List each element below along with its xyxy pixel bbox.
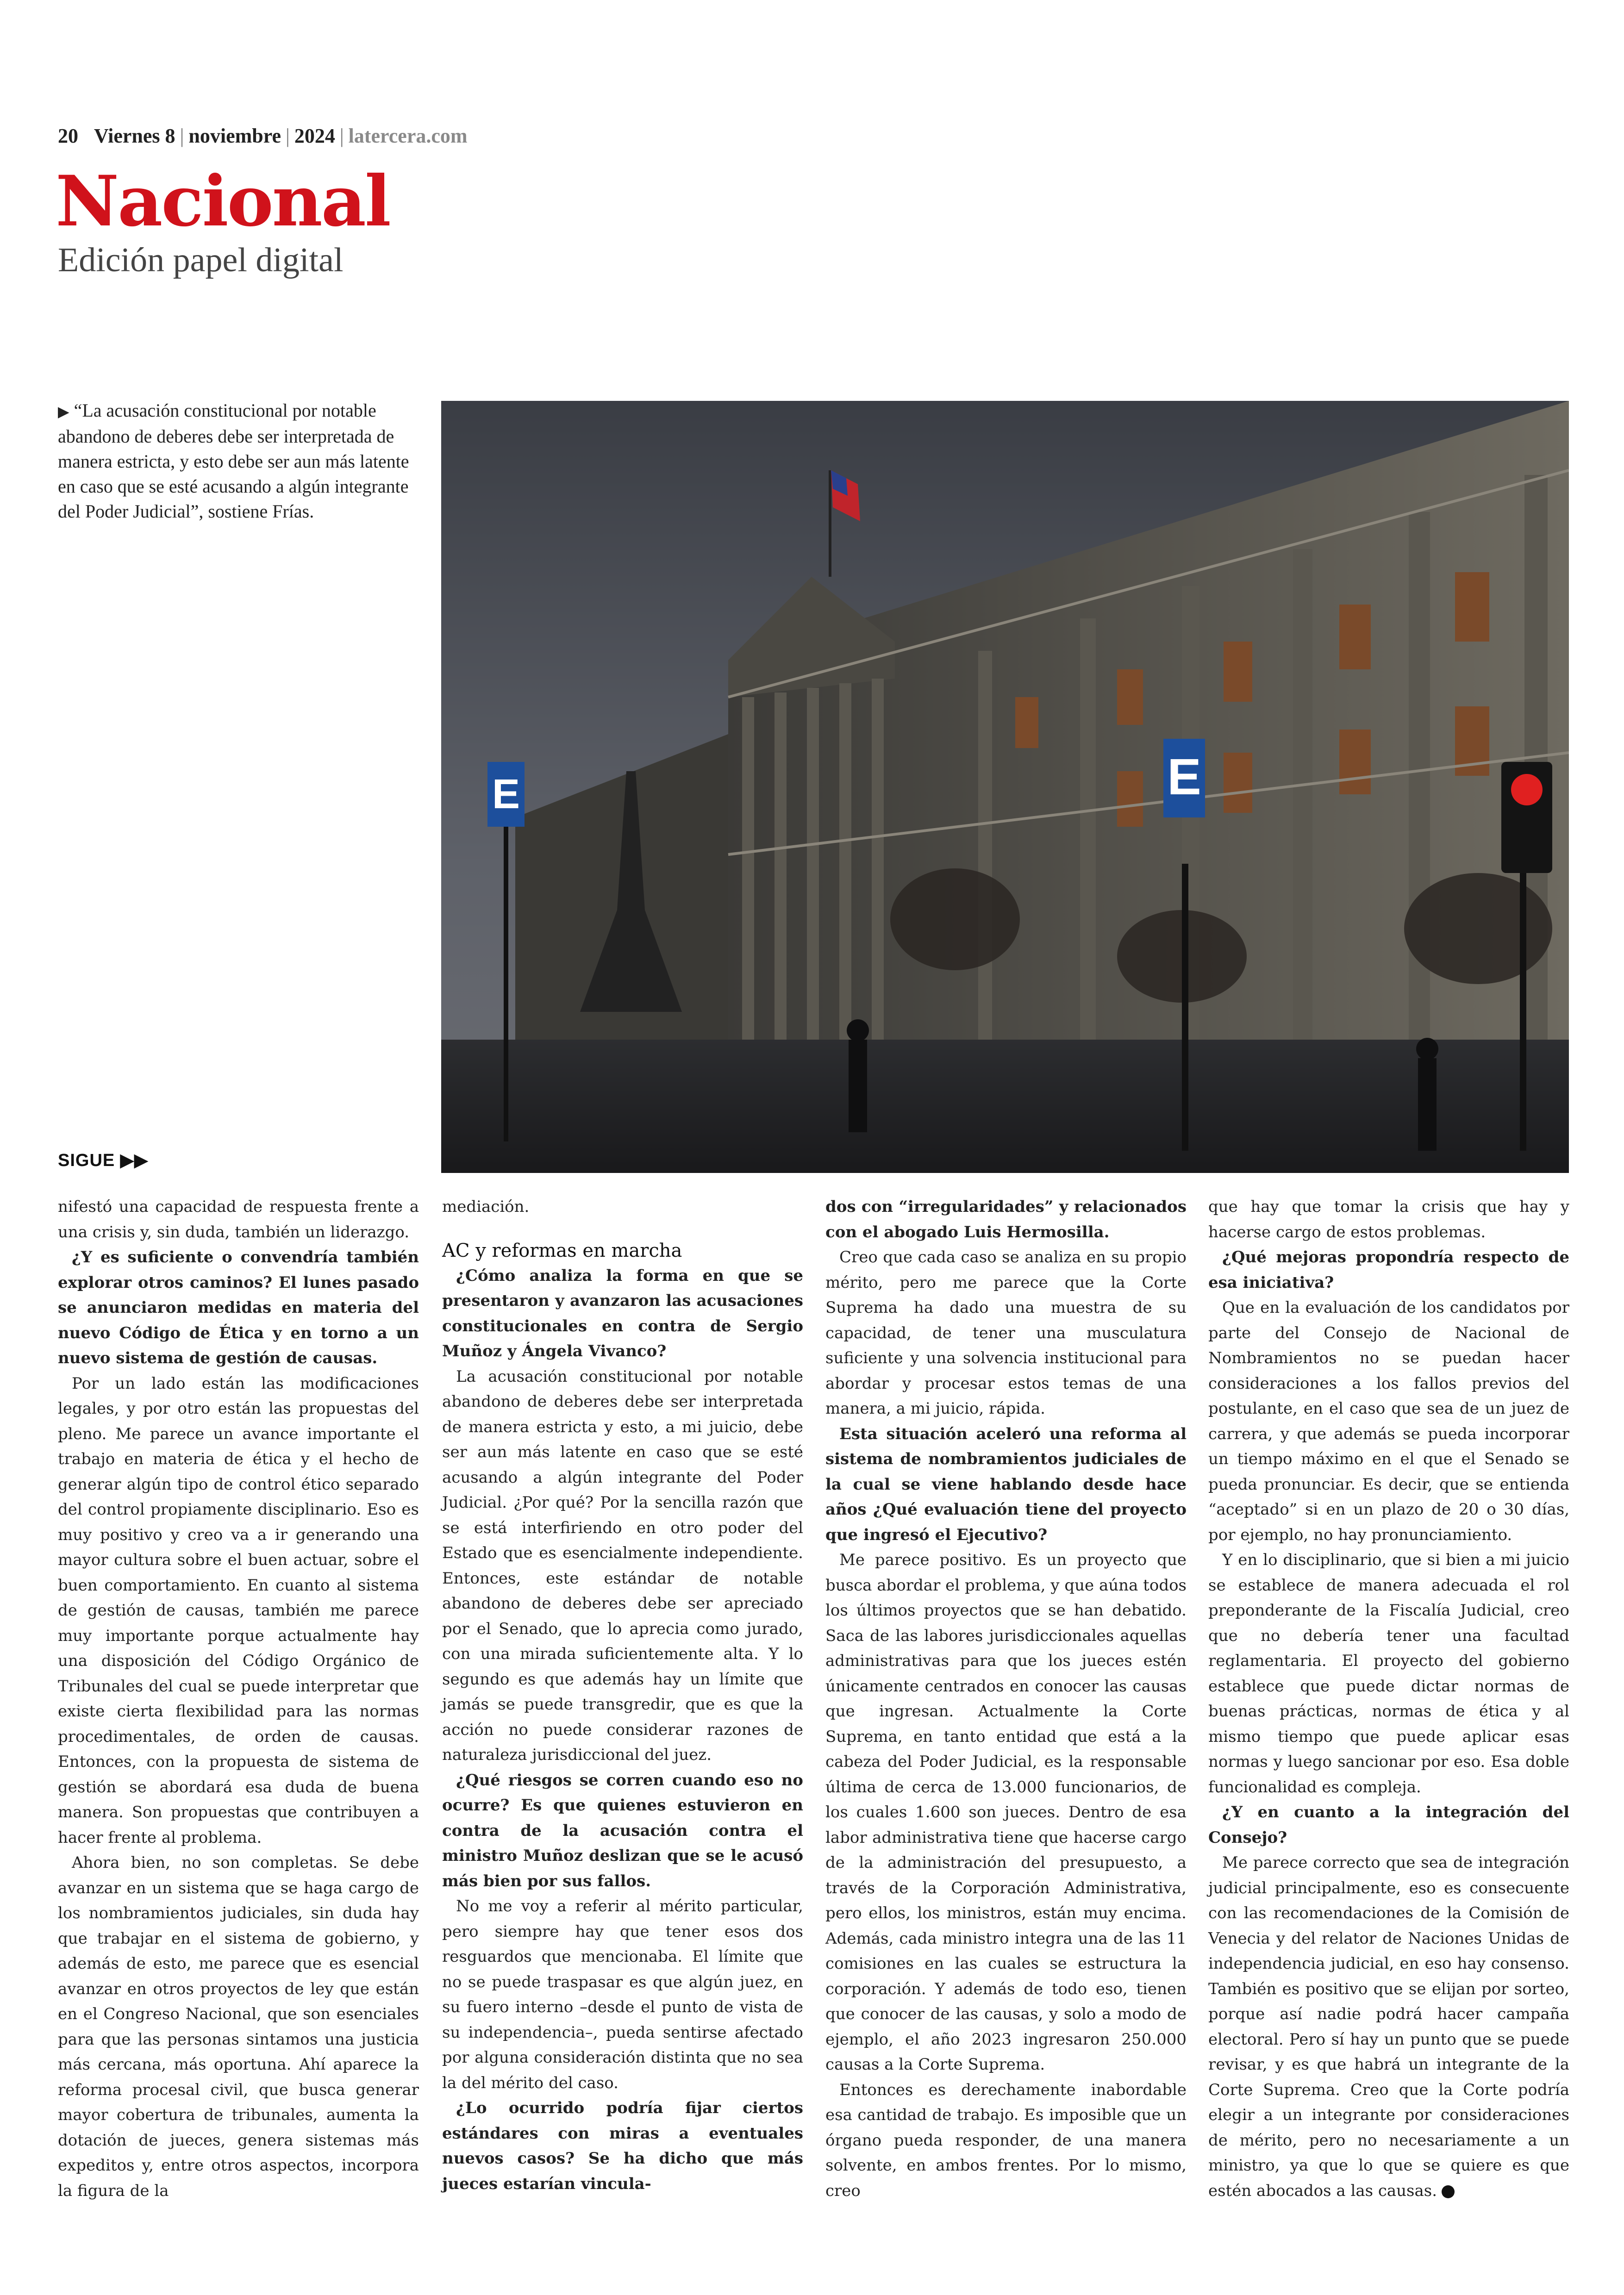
question: dos con “irregularidades” y relacionados con el abogado Luis Hermosilla. xyxy=(825,1197,1187,1241)
page-folio: 20 Viernes 8 | noviembre | 2024 | latercera.com xyxy=(58,125,468,147)
question: ¿Y es suficiente o convendría también explorar otros caminos? El lunes pasado se anunciaron medidas en materia del nuevo Código de Ética y en torno a un nuevo sistema de gestión de causas. xyxy=(58,1248,419,1367)
paragraph: La acusación constitucional por notable abandono de deberes debe ser interpretada de manera estricta y esto, a mi juicio, debe ser aun más latente en caso que se esté acusando a algún integrante del Poder Judicial. ¿Por qué? Por la sencilla razón que se está interfiriendo en otro poder del Estado que es esencialmente independiente. Entonces, este estándar de notable abandono de deberes debe ser apreciado por el Senado, que lo aprecia como jurado, con una mirada suficientemente alta. Y lo segundo es que además hay un límite que jamás se puede transgredir, que es que la acción no puede considerar razones de naturaleza jurisdiccional del juez. xyxy=(442,1367,803,1764)
folio-month: noviembre xyxy=(188,125,281,147)
question: ¿Qué riesgos se corren cuando eso no ocurre? Es que quienes estuvieron en contra de la acusación contra el ministro Muñoz deslizan que se le acusó más bien por sus fallos. xyxy=(442,1771,803,1890)
folio-day: Viernes 8 xyxy=(94,125,175,147)
question: ¿Lo ocurrido podría fijar ciertos estándares con miras a eventuales nuevos casos? Se ha dicho que más jueces estarían vincula- xyxy=(442,2099,803,2193)
street xyxy=(441,1040,1569,1173)
photo-caption xyxy=(58,398,410,524)
end-of-article-icon xyxy=(1442,2185,1455,2198)
paragraph: Que en la evaluación de los candidatos por parte del Consejo de Nacional de Nombramientos no se puedan hacer consideraciones a los fallos previos del postulante, en el caso que sea de un juez de carrera, y que además se pueda incorporar un tiempo máximo en el que el Senado se pueda pronunciar. Es decir, que se entienda “aceptado” si en un plazo de 20 o 30 días, por ejemplo, no hay pronunciamiento. xyxy=(1208,1298,1569,1544)
paragraph: Entonces es derechamente inabordable esa cantidad de trabajo. Es imposible que un órgano pueda responder, de una manera solvente, en ambos frentes. Por lo mismo, creo xyxy=(825,2080,1187,2200)
paragraph: Creo que cada caso se analiza en su propio mérito, pero me parece que la Corte Suprema ha dado una muestra de su capacidad, de tener una musculatura suficiente y una solvencia institucional para abordar y procesar estos temas de una manera, a mi juicio, rápida. xyxy=(825,1248,1187,1418)
text-column-3 xyxy=(825,1194,1187,2203)
page-number: 20 xyxy=(58,125,78,147)
question: ¿Qué mejoras propondría respecto de esa iniciativa? xyxy=(1208,1248,1569,1292)
courthouse-photo xyxy=(441,401,1569,1173)
paragraph: Ahora bien, no son completas. Se debe avanzar en un sistema que se haga cargo de los nombramientos judiciales, sin duda hay que trabajar en el sistema de gobierno, y además de esto, me parece que es esencial avanzar en otros proyectos de ley que están en el Congreso Nacional, que son esenciales para que las personas sintamos una justicia más cercana, más oportuna. Ahí aparece la reforma procesal civil, que busca generar mayor cobertura de tribunales, aumenta la dotación de jueces, genera sistemas más expeditos y, entre otros aspectos, incorpora la figura de la xyxy=(58,1853,419,2200)
text-column-2 xyxy=(442,1194,803,2196)
text-column-4 xyxy=(1208,1194,1569,2203)
courthouse-illustration xyxy=(441,401,1569,1173)
caption-marker-icon: ▶ xyxy=(58,403,69,420)
caption-text: “La acusación constitucional por notable abandono de deberes debe ser interpretada de manera estricta, y esto debe ser aun más latente en caso que se esté acusando a algún integrante del Poder Judicial”, sostiene Frías. xyxy=(58,400,409,522)
paragraph: Me parece positivo. Es un proyecto que busca abordar el problema, y que aúna todos los últimos proyectos que se han debatido. Saca de las labores jurisdiccionales aquellas administrativas para que los jueces estén únicamente centrados en conocer las causas que ingresan. Actualmente la Corte Suprema, en tanto entidad que está a la cabeza del Poder Judicial, es la responsable última de cerca de 13.000 funcionarios, de los cuales 1.600 son jueces. Dentro de esa labor administrativa tiene que hacerse cargo de la administración del presupuesto, a través de la Corporación Administrativa, pero ellos, los ministros, están muy encima. Además, cada ministro integra una de las 11 comisiones en las cuales se estructura la corporación. Y además de todo eso, tienen que conocer de las causas, y solo a modo de ejemplo, el año 2023 ingresaron 250.000 causas a la Corte Suprema. xyxy=(825,1551,1187,2074)
question: ¿Y en cuanto a la integración del Consejo? xyxy=(1208,1803,1569,1847)
question: Esta situación aceleró una reforma al sistema de nombramientos judiciales de la cual se viene hablando desde hace años ¿Qué evaluación tiene del proyecto que ingresó el Ejecutivo? xyxy=(825,1424,1187,1544)
paragraph: Y en lo disciplinario, que si bien a mi juicio se establece de manera adecuada el rol preponderante de la Fiscalía Judicial, creo que no debería tener una facultad reglamentaria. El proyecto del gobierno establece que puede dictar normas de buenas prácticas, normas de ética y al mismo tiempo que puede aplicar esas normas y luego sancionar por eso. Esa doble funcionalidad es compleja. xyxy=(1208,1551,1569,1796)
paragraph: mediación. xyxy=(442,1197,530,1216)
closing-paragraph-text: Me parece correcto que sea de integración judicial principalmente, eso es consecuente con las recomendaciones de la Comisión de Venecia y del relator de Naciones Unidas de independencia judicial, en eso hay consenso. También es positivo que se elijan por sorteo, porque así nadie podrá hacer campaña electoral. Pero sí hay un punto que se puede revisar, y es que habrá un integrante de la Corte Suprema. Creo que la Corte podría elegir a un integrante por consideraciones de mérito, pero no necesariamente a un ministro, ya que lo que se quiere es que estén abocados a las causas. xyxy=(1208,1853,1569,2200)
folio-year: 2024 xyxy=(294,125,335,147)
parking-sign-letter: E xyxy=(1167,748,1201,805)
subheading: AC y reformas en marcha xyxy=(442,1240,682,1261)
text-column-1 xyxy=(58,1194,419,2203)
question: ¿Cómo analiza la forma en que se presentaron y avanzaron las acusaciones constitucionales en contra de Sergio Muñoz y Ángela Vivanco? xyxy=(442,1266,803,1360)
folio-site[interactable]: latercera.com xyxy=(348,125,468,147)
continues-marker: SIGUE ▶▶ xyxy=(58,1151,149,1170)
paragraph: nifestó una capacidad de respuesta frente a una crisis y, sin duda, también un liderazgo. xyxy=(58,1197,419,1241)
parking-sign-letter: E xyxy=(492,771,520,817)
paragraph xyxy=(1208,1850,1569,2203)
section-title: Nacional xyxy=(56,161,390,242)
paragraph: Por un lado están las modificaciones legales, y por otro están las propuestas del pleno. Me parece un avance importante el trabajo en materia de ética y el hecho de generar algún tipo de control ético separado del control propiamente disciplinario. Eso es muy positivo y creo va a ir generando una mayor cultura sobre el buen actuar, sobre el buen comportamiento. En cuanto al sistema de gestión de causas, también me parece muy importante porque actualmente hay una disposición del Código Orgánico de Tribunales del cual se puede interpretar que existe cierta flexibilidad para las normas procedimentales, de orden de causas. Entonces, con la propuesta de sistema de gestión se abordará esa duda de buena manera. Son propuestas que contribuyen a hacer frente al problema. xyxy=(58,1374,419,1847)
section-subtitle: Edición papel digital xyxy=(58,241,344,279)
paragraph: No me voy a referir al mérito particular, pero siempre hay que tener esos dos resguardos que mencionaba. El límite que no se puede traspasar es que algún juez, en su fuero interno –desde el punto de vista de su independencia–, pueda sentirse afectado por alguna consideración distinta que no sea la del mérito del caso. xyxy=(442,1897,803,2092)
paragraph: que hay que tomar la crisis que hay y hacerse cargo de estos problemas. xyxy=(1208,1197,1569,1241)
